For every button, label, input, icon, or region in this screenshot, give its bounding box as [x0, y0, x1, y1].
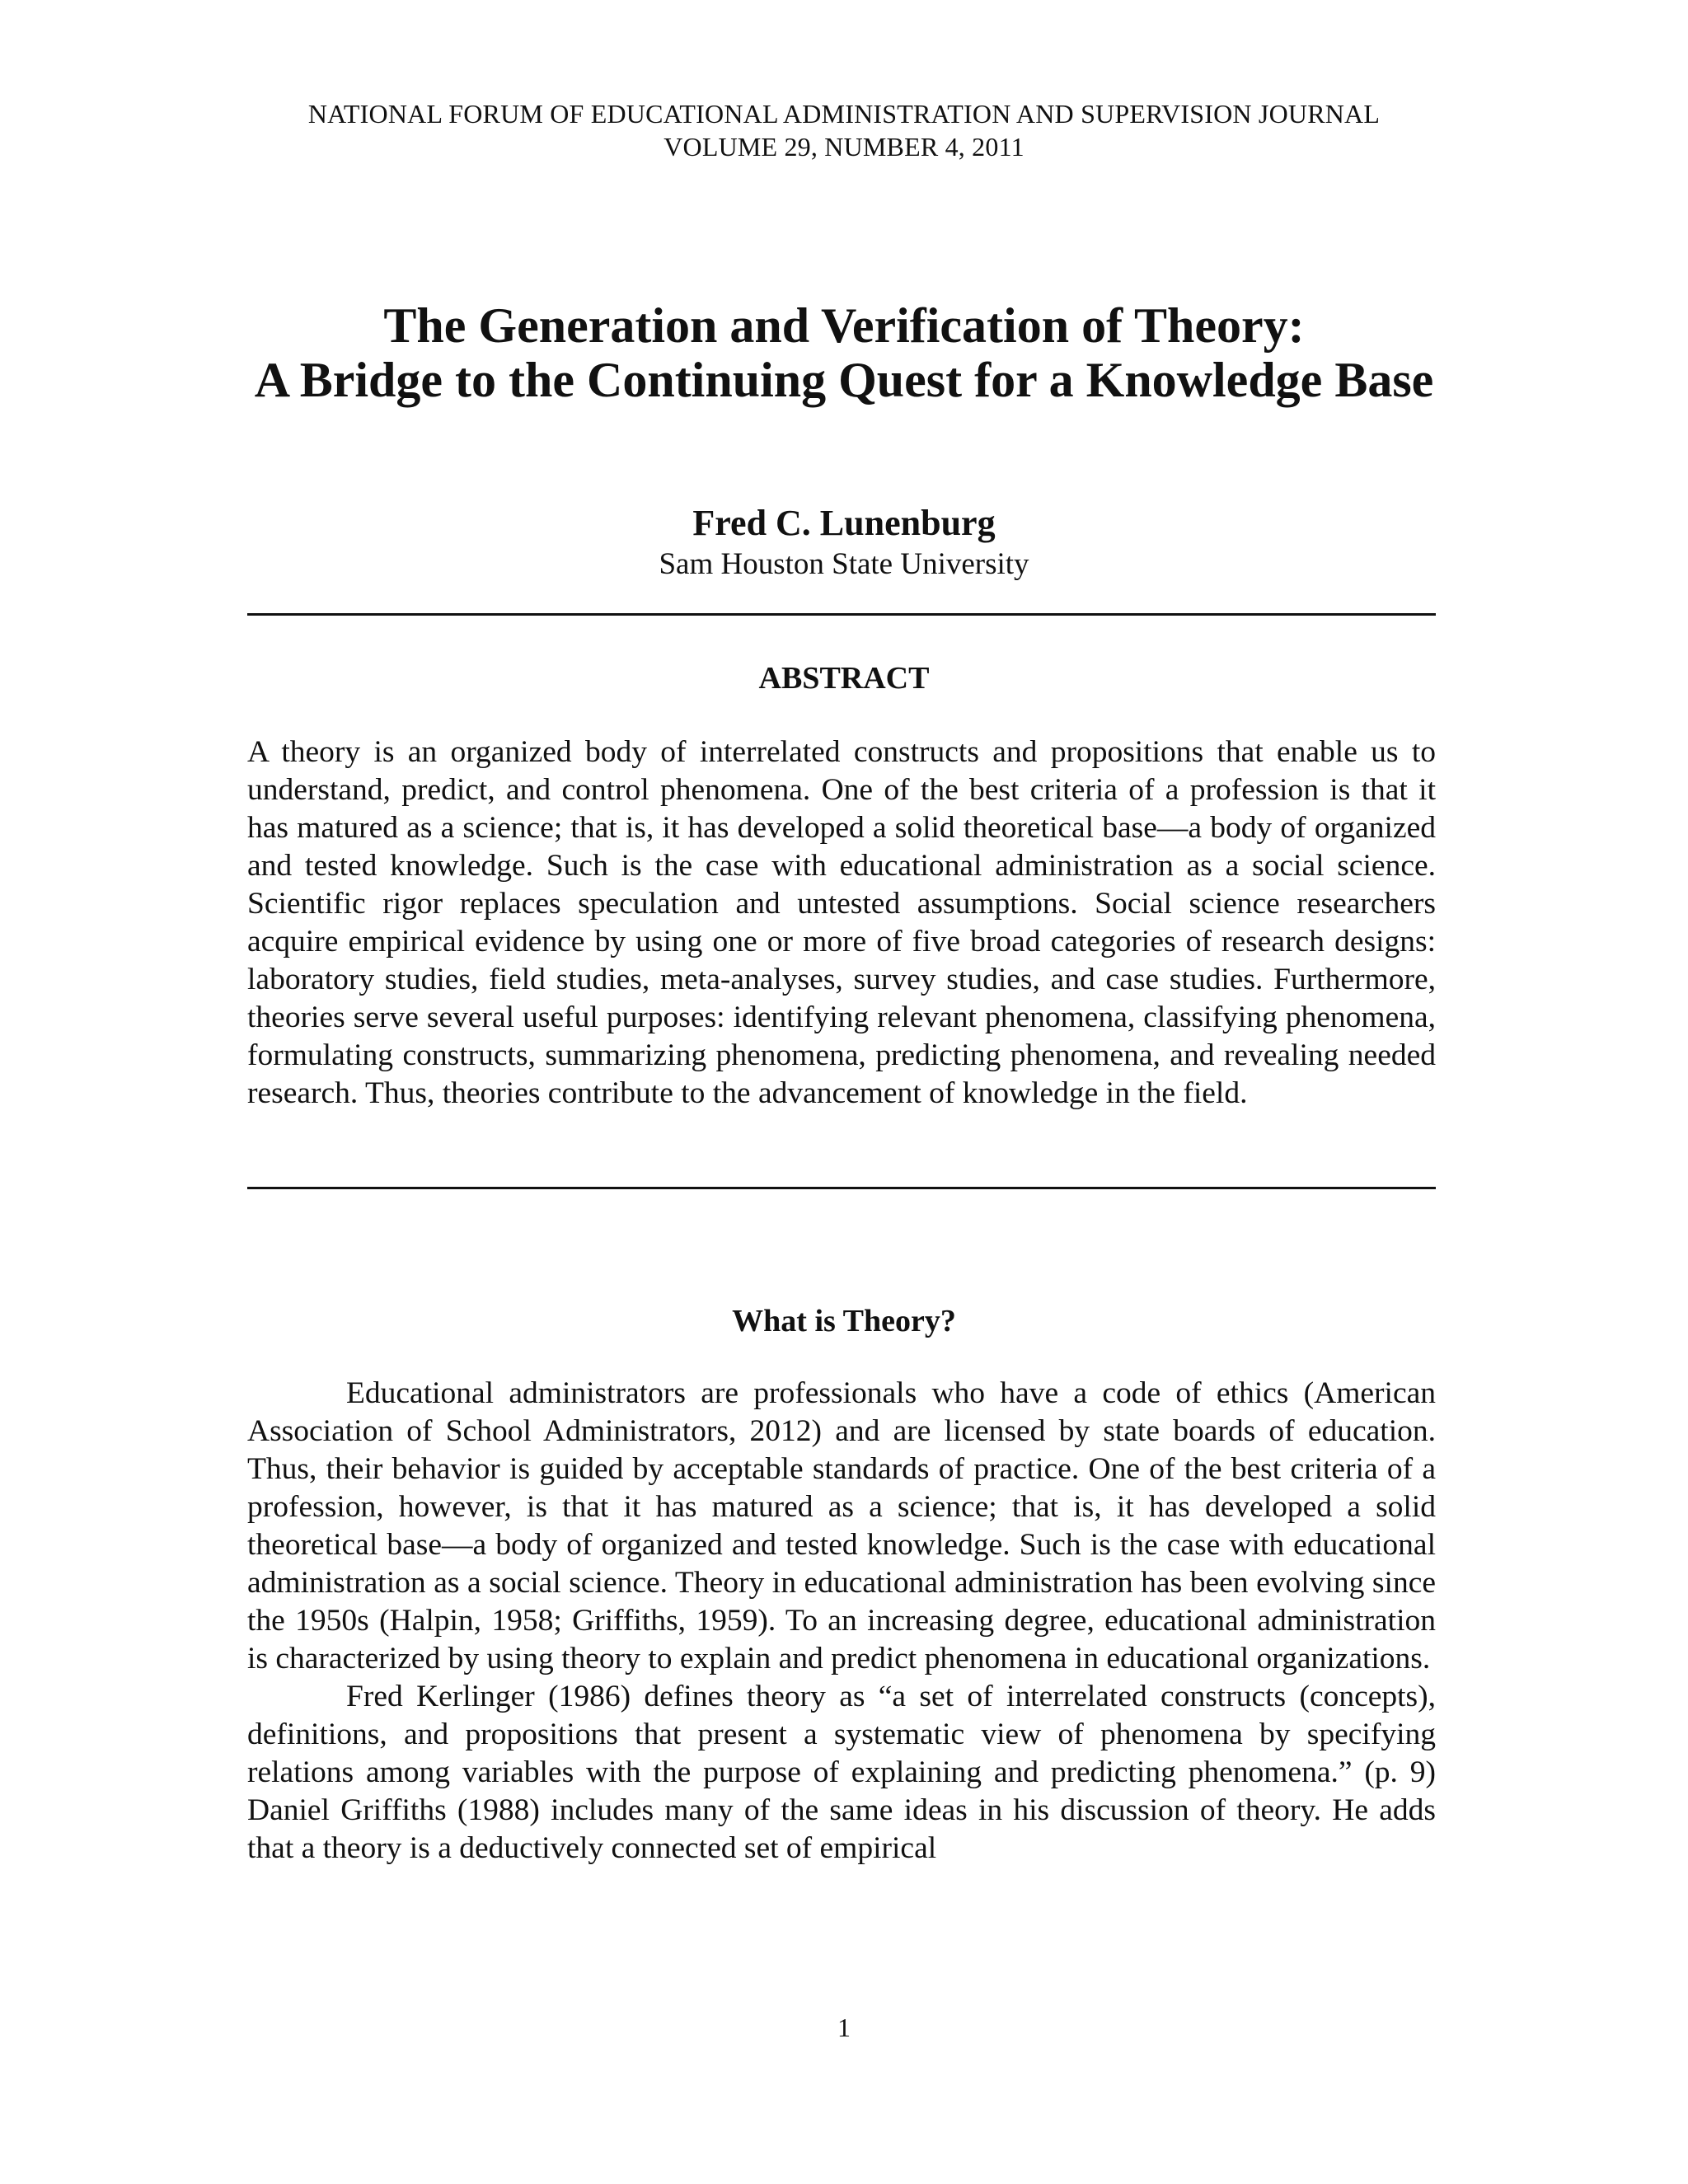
section-body: [247, 1375, 1436, 1868]
abstract-bottom-rule: [247, 1187, 1436, 1189]
paper-title: [0, 298, 1688, 407]
title-line-2: A Bridge to the Continuing Quest for a Knowledge Base: [254, 353, 1434, 407]
body-paragraph: Educational administrators are professionals who have a code of ethics (American Association of School Administrators, 2012) and are licensed by state boards of education. Thus, their behavior is guided by acceptable standards of practice. One of the best criteria of a profession, however, is that it has matured as a science; that is, it has developed a solid theoretical base—a body of organized and tested knowledge. Such is the case with educational administration as a social science. Theory in educational administration has been evolving since the 1950s (Halpin, 1958; Griffiths, 1959). To an increasing degree, educational administration is characterized by using theory to explain and predict phenomena in educational organizations.: [247, 1376, 1436, 1675]
title-line-1: The Generation and Verification of Theory:: [383, 298, 1305, 353]
abstract-top-rule: [247, 613, 1436, 616]
running-header: [0, 97, 1688, 163]
abstract-text: A theory is an organized body of interrelated constructs and propositions that enable us to understand, predict, and control phenomena. One of the best criteria of a profession is that it has matured as a science; that is, it has developed a solid theoretical base—a body of organized and tested knowledge. Such is the case with educational administration as a social science. Scientific rigor replaces speculation and untested assumptions. Social science researchers acquire empirical evidence by using one or more of five broad categories of research designs: laboratory studies, field studies, meta-analyses, survey studies, and case studies. Furthermore, theories serve several useful purposes: identifying relevant phenomena, classifying phenomena, formulating constructs, summarizing phenomena, predicting phenomena, and revealing needed research. Thus, theories contribute to the advancement of knowledge in the field.: [247, 735, 1436, 1110]
body-paragraph: Fred Kerlinger (1986) defines theory as “a set of interrelated constructs (concepts), definitions, and propositions that present a systematic view of phenomena by specifying relations among variables with the purpose of explaining and predicting phenomena.” (p. 9) Daniel Griffiths (1988) includes many of the same ideas in his discussion of theory. He adds that a theory is a deductively connected set of empirical: [247, 1680, 1436, 1865]
author-block: [0, 501, 1688, 583]
journal-name: NATIONAL FORUM OF EDUCATIONAL ADMINISTRATION AND SUPERVISION JOURNAL: [307, 99, 1381, 129]
page-number: 1: [837, 2013, 851, 2042]
abstract-heading: ABSTRACT: [758, 661, 930, 696]
author-name: Fred C. Lunenburg: [692, 503, 996, 543]
author-affiliation: Sam Houston State University: [659, 547, 1029, 581]
section-heading: What is Theory?: [732, 1304, 956, 1338]
journal-volume: VOLUME 29, NUMBER 4, 2011: [663, 132, 1025, 162]
